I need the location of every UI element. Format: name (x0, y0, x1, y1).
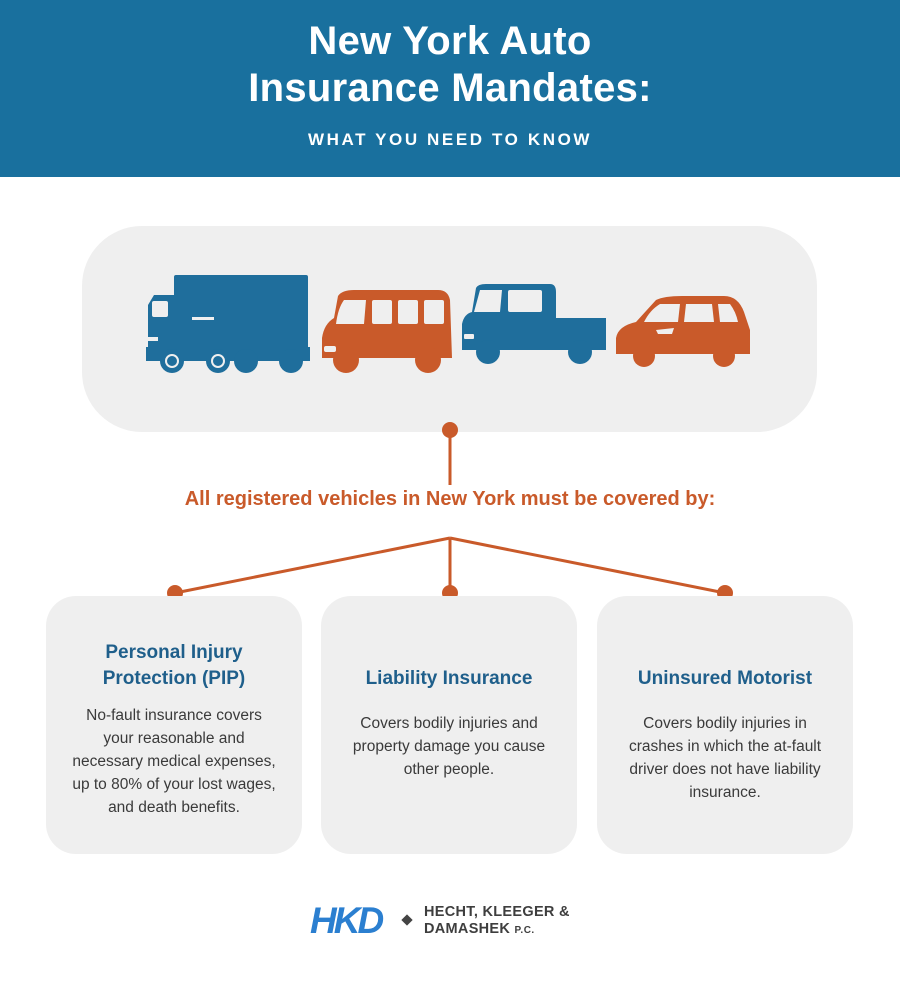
van-icon (320, 288, 454, 376)
title-line-1: New York Auto (308, 19, 592, 63)
card-body-line: Covers bodily injuries in (643, 715, 807, 732)
card-title (331, 666, 567, 692)
firm-name-line: HECHT, KLEEGER & (424, 904, 570, 920)
card-body-line: crashes in which the at-fault (628, 738, 822, 755)
card-body-line: and death benefits. (108, 799, 240, 816)
box-truck-icon (146, 273, 310, 375)
connector-right-line (450, 538, 725, 593)
card-title-line: Protection (PIP) (102, 668, 246, 689)
card-body (331, 712, 567, 781)
card-title-line: Personal Injury (105, 642, 243, 663)
vehicles-panel (82, 226, 817, 432)
firm-name (424, 904, 570, 939)
card-uninsured-motorist (597, 596, 853, 854)
card-body-line: driver does not have liability (629, 761, 821, 778)
header-banner (0, 0, 900, 177)
card-body-line: Covers bodily injuries and (360, 715, 538, 732)
hkd-logo-mark (310, 900, 381, 942)
card-liability (321, 596, 577, 854)
card-body-line: other people. (403, 761, 495, 778)
lead-text: All registered vehicles in New York must be covered by: (184, 488, 716, 510)
card-title (56, 640, 292, 692)
page-title (0, 18, 900, 112)
firm-name-line (424, 921, 570, 939)
pickup-truck-icon (462, 284, 608, 368)
firm-logo (310, 898, 600, 948)
card-body-line: up to 80% of your lost wages, (72, 776, 276, 793)
card-title-line: Liability Insurance (365, 668, 533, 689)
page-subtitle: WHAT YOU NEED TO KNOW (307, 130, 593, 149)
card-title (607, 666, 843, 692)
firm-name-text: DAMASHEK (424, 921, 511, 937)
card-body-line: insurance. (689, 784, 761, 801)
card-body-line: No-fault insurance covers (86, 707, 262, 724)
card-body-line: property damage you cause (352, 738, 546, 755)
card-body (56, 704, 292, 819)
card-body (607, 712, 843, 804)
logo-letter: D (357, 900, 382, 941)
card-body-line: necessary medical expenses, (72, 753, 276, 770)
title-line-2: Insurance Mandates: (248, 66, 652, 110)
connector-left-line (175, 538, 450, 593)
logo-letter: K (333, 900, 358, 941)
logo-letter: H (310, 900, 334, 941)
card-pip (46, 596, 302, 854)
firm-suffix: P.C. (514, 925, 535, 936)
card-body-line: your reasonable and (103, 730, 245, 747)
hatchback-car-icon (616, 296, 752, 368)
diamond-separator-icon (401, 914, 412, 925)
card-title-line: Uninsured Motorist (637, 668, 813, 689)
